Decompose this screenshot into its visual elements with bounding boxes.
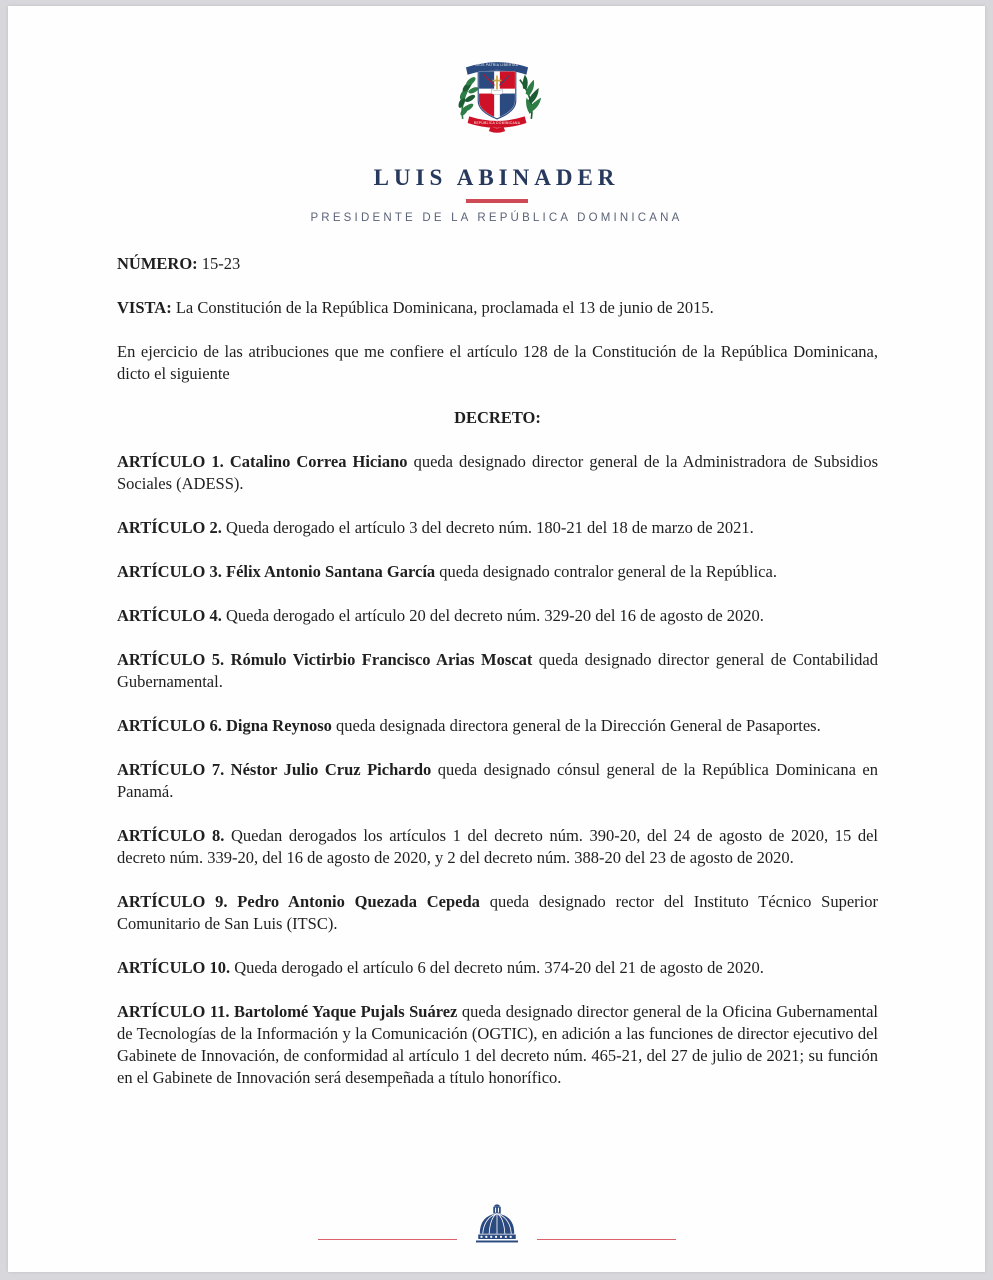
article-name: Néstor Julio Cruz Pichardo [230, 759, 432, 779]
article-name: Rómulo Victirbio Francisco Arias Moscat [230, 649, 533, 669]
laurel-branch [457, 76, 479, 119]
article-name: Bartolomé Yaque Pujals Suárez [234, 1001, 458, 1021]
article-paragraph [117, 605, 878, 627]
article-text: queda designado director general de la Oficina Gubernamental de Tecnologías de la Información y la Comunicación (OGTIC), en adición a las funciones de director ejecutivo del Gabinete de Innovación, de conformidad al artículo 1 del decreto núm. 465-21, del 27 de julio de 2021; su función en el Gabinete de Innovación será desempeñada a título honorífico. [117, 1001, 879, 1087]
president-name: LUIS ABINADER [373, 165, 620, 190]
article-label: ARTÍCULO 6. [117, 715, 222, 735]
article-label: ARTÍCULO 10. [117, 957, 231, 977]
article-label: ARTÍCULO 7. [117, 759, 225, 779]
article-text: Queda derogado el artículo 20 del decreto núm. 329-20 del 16 de agosto de 2020. [225, 605, 764, 625]
vista-text: La Constitución de la República Dominicana, proclamada el 13 de junio de 2015. [175, 297, 714, 317]
shield [478, 71, 516, 119]
article-text: Quedan derogados los artículos 1 del decreto núm. 390-20, del 24 de agosto de 2020, 15 del decreto núm. 339-20, del 16 de agosto de 2020, y 2 del decreto núm. 388-20 del 23 de agosto de 2020. [117, 825, 878, 867]
vista-line [117, 297, 878, 319]
article-name: Félix Antonio Santana García [225, 561, 436, 581]
article-text: queda designada directora general de la Dirección General de Pasaportes. [336, 715, 821, 735]
article-name: Digna Reynoso [225, 715, 332, 735]
footer-rule-left [318, 1239, 457, 1241]
article-text: Queda derogado el artículo 3 del decreto núm. 180-21 del 18 de marzo de 2021. [225, 517, 754, 537]
article-label: ARTÍCULO 3. [117, 561, 222, 581]
palm-branch [519, 75, 540, 119]
decreto-heading: DECRETO: [454, 407, 541, 427]
document-page [8, 6, 985, 1272]
numero-value: 15-23 [201, 253, 241, 273]
article-name: Pedro Antonio Quezada Cepeda [237, 891, 480, 911]
article-label: ARTÍCULO 9. [117, 891, 228, 911]
intro-paragraph: En ejercicio de las atribuciones que me confiere el artículo 128 de la Constitución de la República Dominicana, dicto el siguiente [117, 341, 878, 383]
article-text: queda designado rector del Instituto Técnico Superior Comunitario de San Luis (ITSC). [117, 891, 878, 933]
article-paragraph [117, 561, 878, 583]
president-title: PRESIDENTE DE LA REPÚBLICA DOMINICANA [310, 211, 683, 224]
article-label: ARTÍCULO 1. [117, 451, 224, 471]
article-text: queda designado director general de la Administradora de Subsidios Sociales (ADESS). [117, 451, 878, 493]
article-label: ARTÍCULO 5. [117, 649, 225, 669]
letterhead [8, 6, 985, 224]
numero-label: NÚMERO: [117, 253, 198, 273]
article-paragraph [117, 517, 878, 539]
article-text: queda designado contralor general de la República. [439, 561, 777, 581]
article-paragraph [117, 759, 878, 803]
footer-rule-right [537, 1239, 676, 1241]
vista-label: VISTA: [117, 297, 172, 317]
article-paragraph [117, 891, 878, 935]
article-paragraph [117, 957, 878, 979]
article-paragraph [117, 451, 878, 495]
article-paragraph [117, 1001, 878, 1089]
decree-body [8, 224, 985, 1089]
header-rule [466, 199, 528, 203]
article-paragraph [117, 715, 878, 737]
article-paragraph [117, 649, 878, 693]
palace-dome-icon [473, 1197, 521, 1254]
coat-of-arms-icon [448, 53, 546, 139]
article-label: ARTÍCULO 2. [117, 517, 222, 537]
article-paragraph [117, 825, 878, 869]
article-text: queda designado director general de Contabilidad Gubernamental. [117, 649, 878, 691]
article-text: Queda derogado el artículo 6 del decreto núm. 374-20 del 21 de agosto de 2020. [234, 957, 764, 977]
article-label: ARTÍCULO 4. [117, 605, 222, 625]
coat-of-arms-motto: DIOS PATRIA LIBERTAD [475, 63, 518, 68]
footer [8, 1197, 985, 1254]
article-label: ARTÍCULO 8. [117, 825, 225, 845]
coat-of-arms-ribbon-label: REPÚBLICA DOMINICANA [473, 121, 520, 126]
numero-line [117, 253, 878, 275]
article-name: Catalino Correa Hiciano [229, 451, 408, 471]
article-label: ARTÍCULO 11. [117, 1001, 230, 1021]
article-text: queda designado cónsul general de la República Dominicana en Panamá. [117, 759, 878, 801]
